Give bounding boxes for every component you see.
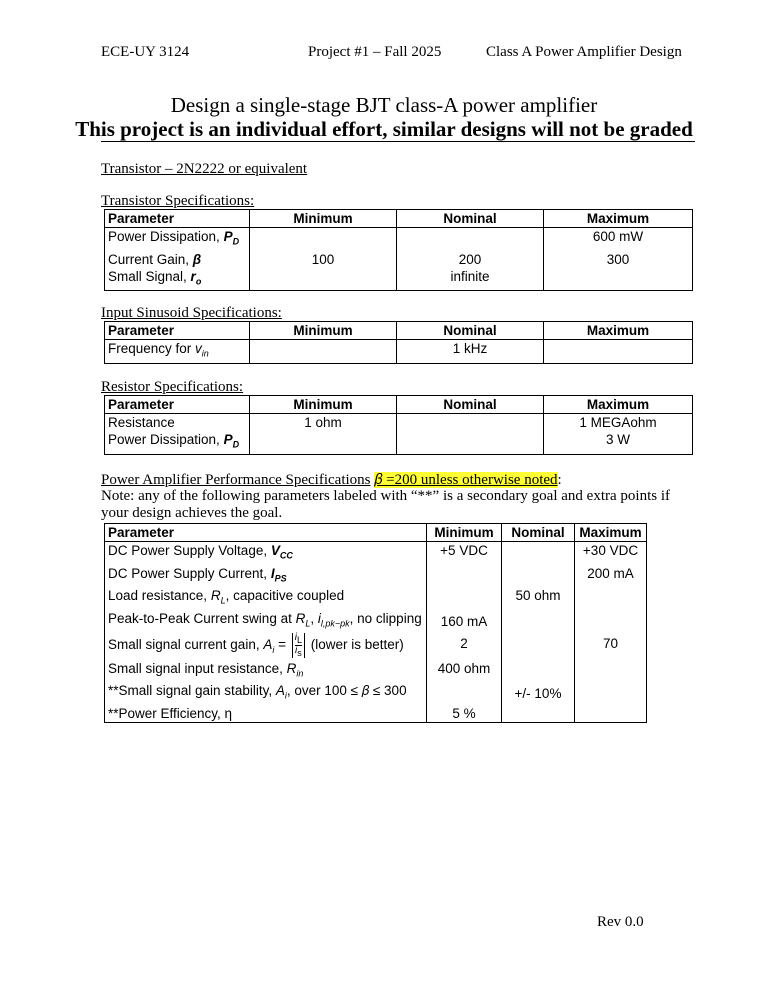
nom-cell: +/- 10% — [502, 682, 575, 705]
table-row — [105, 587, 647, 610]
transistor-specs-title: Transistor Specifications: — [101, 193, 255, 209]
nom-cell — [502, 660, 575, 683]
nom-cell — [397, 228, 544, 251]
max-cell — [575, 660, 647, 683]
header-maximum: Maximum — [544, 396, 693, 414]
nom-cell: 50 ohm — [502, 587, 575, 610]
header-minimum: Minimum — [427, 524, 502, 542]
table-row — [105, 660, 647, 683]
header-nominal: Nominal — [397, 322, 544, 340]
min-cell — [427, 587, 502, 610]
beta-highlight: 𝛽 =200 unless otherwise noted — [374, 472, 558, 488]
table-row — [105, 705, 647, 723]
table-header-row — [105, 396, 693, 414]
param-cell: **Small signal gain stability, $A_i$, over 100 ≤ 𝛽 ≤ 300 — [105, 682, 427, 705]
max-cell: 1 MEGAohm — [544, 414, 693, 432]
min-cell — [250, 431, 397, 454]
max-cell: 70 — [575, 633, 647, 660]
param-cell: Frequency for $v_{in}$ — [105, 340, 250, 364]
table-row — [105, 268, 693, 291]
table-row — [105, 682, 647, 705]
input-specs-table — [104, 321, 693, 364]
table-header-row — [105, 210, 693, 228]
header-parameter: Parameter — [105, 210, 250, 228]
performance-specs-title: Power Amplifier Performance Specifications 𝛽 =200 unless otherwise noted: — [101, 472, 562, 488]
nom-cell: 1 kHz — [397, 340, 544, 364]
table-row — [105, 228, 693, 251]
page-title: Design a single-stage BJT class-A power amplifier — [170, 93, 598, 117]
table-row — [105, 431, 693, 454]
max-cell: 200 mA — [575, 565, 647, 588]
table-row — [105, 414, 693, 432]
param-cell: DC Power Supply Voltage, $V_{CC}$ — [105, 542, 427, 565]
secondary-goal-note: Note: any of the following parameters labeled with “**” is a secondary goal and extra points if your design achieves the goal. — [101, 488, 670, 521]
table-row — [105, 340, 693, 364]
resistor-specs-table — [104, 395, 693, 455]
nom-cell — [502, 633, 575, 660]
header-course: ECE-UY 3124 — [101, 44, 190, 60]
header-nominal: Nominal — [397, 396, 544, 414]
nom-cell — [397, 414, 544, 432]
min-cell — [427, 682, 502, 705]
param-cell: Load resistance, $R_L$, capacitive coupled — [105, 587, 427, 610]
header-nominal: Nominal — [397, 210, 544, 228]
nom-cell — [502, 610, 575, 633]
max-cell — [544, 268, 693, 291]
table-row — [105, 251, 693, 268]
param-cell: Resistance — [105, 414, 250, 432]
min-cell: 100 — [250, 251, 397, 268]
header-parameter: Parameter — [105, 396, 250, 414]
table-header-row — [105, 322, 693, 340]
nom-cell — [502, 705, 575, 723]
table-row — [105, 610, 647, 633]
nom-cell — [397, 431, 544, 454]
param-cell: Peak-to-Peak Current swing at $R_L$, $i_{l,pk-pk}$, no clipping — [105, 610, 427, 633]
min-cell: 2 — [427, 633, 502, 660]
header-maximum: Maximum — [544, 322, 693, 340]
param-cell: Small signal input resistance, $R_{in}$ — [105, 660, 427, 683]
revision-label: Rev 0.0 — [597, 914, 644, 930]
min-cell — [250, 268, 397, 291]
max-cell: +30 VDC — [575, 542, 647, 565]
param-cell: Small signal current gain, $A_i$ = $\frac{i_L}{i_s}$ (lower is better) — [105, 633, 427, 660]
header-minimum: Minimum — [250, 396, 397, 414]
param-cell: DC Power Supply Current, $I_{PS}$ — [105, 565, 427, 588]
min-cell: 160 mA — [427, 610, 502, 633]
transistor-type: Transistor – 2N2222 or equivalent — [101, 161, 308, 177]
table-row — [105, 542, 647, 565]
header-minimum: Minimum — [250, 322, 397, 340]
transistor-specs-table — [104, 209, 693, 291]
header-maximum: Maximum — [575, 524, 647, 542]
param-cell: **Power Efficiency, η — [105, 705, 427, 723]
min-cell: 1 ohm — [250, 414, 397, 432]
param-cell: Power Dissipation, $P_D$ — [105, 431, 250, 454]
nom-cell — [502, 565, 575, 588]
nom-cell — [502, 542, 575, 565]
max-cell: 600 mW — [544, 228, 693, 251]
max-cell — [544, 340, 693, 364]
max-cell: 300 — [544, 251, 693, 268]
max-cell — [575, 610, 647, 633]
max-cell — [575, 587, 647, 610]
header-nominal: Nominal — [502, 524, 575, 542]
param-cell: Small Signal, $r_o$ — [105, 268, 250, 291]
table-row — [105, 633, 647, 660]
min-cell: +5 VDC — [427, 542, 502, 565]
max-cell: 3 W — [544, 431, 693, 454]
min-cell — [250, 228, 397, 251]
max-cell — [575, 705, 647, 723]
param-cell: Power Dissipation, $P_D$ — [105, 228, 250, 251]
max-cell — [575, 682, 647, 705]
min-cell — [250, 340, 397, 364]
header-minimum: Minimum — [250, 210, 397, 228]
performance-specs-table — [104, 523, 647, 723]
nom-cell: 200 — [397, 251, 544, 268]
header-parameter: Parameter — [105, 524, 427, 542]
table-row — [105, 565, 647, 588]
resistor-specs-title: Resistor Specifications: — [101, 379, 244, 395]
min-cell: 5 % — [427, 705, 502, 723]
input-specs-title: Input Sinusoid Specifications: — [101, 305, 282, 321]
min-cell: 400 ohm — [427, 660, 502, 683]
title-divider — [101, 141, 695, 142]
header-project: Project #1 – Fall 2025 — [308, 44, 442, 60]
current-gain-fraction: $\frac{i_L}{i_s}$ — [292, 633, 305, 658]
param-cell: Current Gain, β — [105, 251, 250, 268]
header-parameter: Parameter — [105, 322, 250, 340]
min-cell — [427, 565, 502, 588]
table-header-row — [105, 524, 647, 542]
header-topic: Class A Power Amplifier Design — [486, 44, 682, 60]
header-maximum: Maximum — [544, 210, 693, 228]
page-subtitle: This project is an individual effort, similar designs will not be graded — [75, 117, 693, 141]
nom-cell: infinite — [397, 268, 544, 291]
